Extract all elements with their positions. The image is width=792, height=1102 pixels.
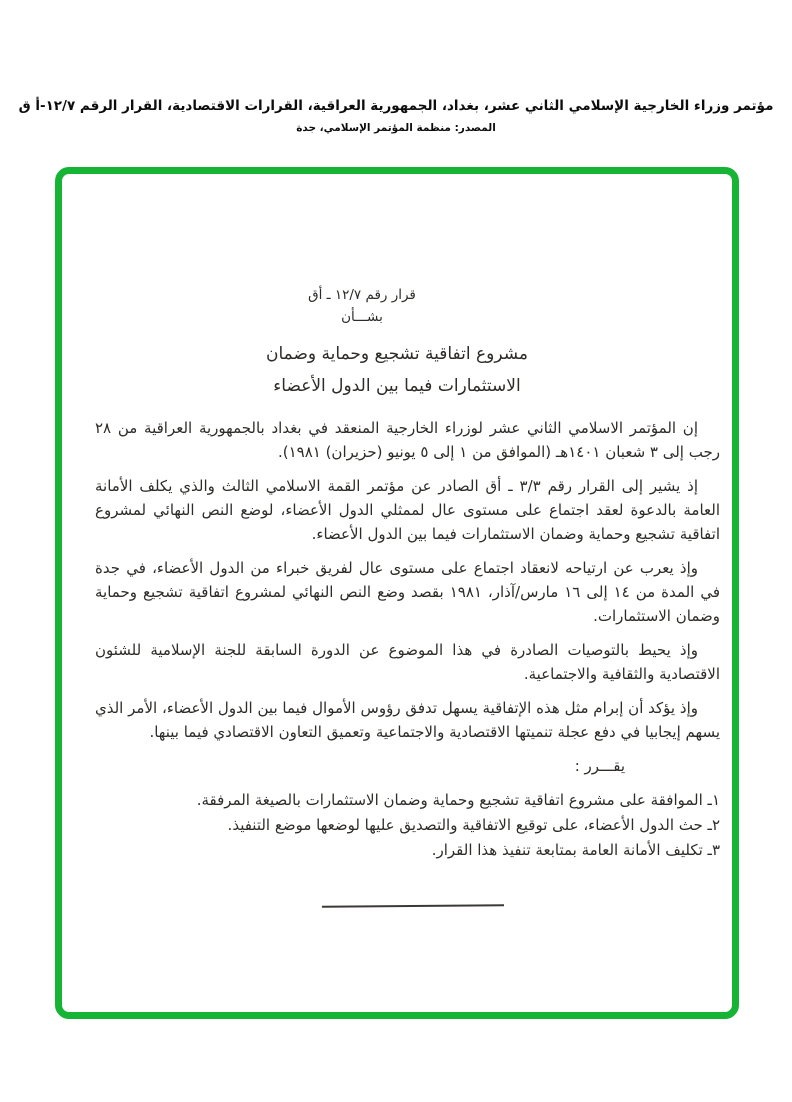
paragraph-session: إن المؤتمر الاسلامي الثاني عشر لوزراء الخارجية المنعقد في بغداد بالجمهورية العراقية من ٢٨ رجب إلى ٣ شعبان ١٤٠١هـ (الموافق من ١ إلى ٥ يونيو (حزيران) ١٩٨١). — [95, 419, 720, 461]
paragraph-affirmation: وإذ يؤكد أن إبرام مثل هذه الإتفاقية يسهل تدفق رؤوس الأموال فيما بين الدول الأعضاء، الأمر الذي يسهم إيجابيا في دفع عجلة تنميتها الاقتصادية والاجتماعية وتعميق التعاون الاقتصادي فيما بينها. — [95, 699, 720, 741]
resolution-body — [95, 416, 720, 907]
green-frame — [55, 167, 739, 1019]
paragraph-satisfaction: وإذ يعرب عن ارتياحه لانعقاد اجتماع على مستوى عال لفريق خبراء من الدول الأعضاء، في جدة في المدة من ١٤ إلى ١٦ مارس/آذار، ١٩٨١ بقصد وضع النص النهائي لمشروع اتفاقية تشجيع وحماية وضمان الاستثمارات. — [95, 559, 720, 625]
decisions-list — [95, 788, 720, 863]
paragraph-recommendations: وإذ يحيط بالتوصيات الصادرة في هذا الموضوع عن الدورة السابقة للجنة الإسلامية للشئون الاقتصادية والثقافية والاجتماعية. — [95, 641, 720, 683]
subject-line-2: الاستثمارات فيما بين الدول الأعضاء — [273, 376, 521, 396]
header-title: مؤتمر وزراء الخارجية الإسلامي الثاني عشر، بغداد، الجمهورية العراقية، القرارات الاقتصادية، القرار الرقم ١٢/٧-أ ق — [18, 98, 774, 114]
regarding-label: بشـــأن — [341, 309, 383, 325]
scanned-document — [62, 174, 732, 1012]
decides-label: يقـــرر : — [574, 757, 625, 775]
paragraph-recall: إذ يشير إلى القرار رقم ٣/٣ ـ أق الصادر عن مؤتمر القمة الاسلامي الثالث والذي يكلف الأمانة العامة بالدعوة لعقد اجتماع على مستوى عال لممثلي الدول الأعضاء، لوضع النص النهائي لمشروع اتفاقية تشجيع وحماية وضمان الاستثمارات فيما بين الدول الأعضاء. — [95, 477, 720, 543]
decision-item-1: ١ـ الموافقة على مشروع اتفاقية تشجيع وحماية وضمان الاستثمارات بالصيغة المرفقة. — [196, 791, 720, 809]
document-header — [0, 96, 792, 135]
resolution-number-line: قرار رقم ١٢/٧ ـ أق — [308, 287, 416, 303]
decision-item-2: ٢ـ حث الدول الأعضاء، على توقيع الاتفاقية والتصديق عليها لوضعها موضع التنفيذ. — [227, 816, 720, 834]
subject-line-1: مشروع اتفاقية تشجيع وحماية وضمان — [266, 344, 528, 364]
decision-item-3: ٣ـ تكليف الأمانة العامة بمتابعة تنفيذ هذا القرار. — [431, 841, 720, 859]
resolution-title-block — [62, 284, 732, 402]
header-source: المصدر: منظمة المؤتمر الإسلامي، جدة — [296, 122, 496, 134]
title-spacer — [62, 328, 732, 338]
end-divider — [321, 904, 503, 908]
